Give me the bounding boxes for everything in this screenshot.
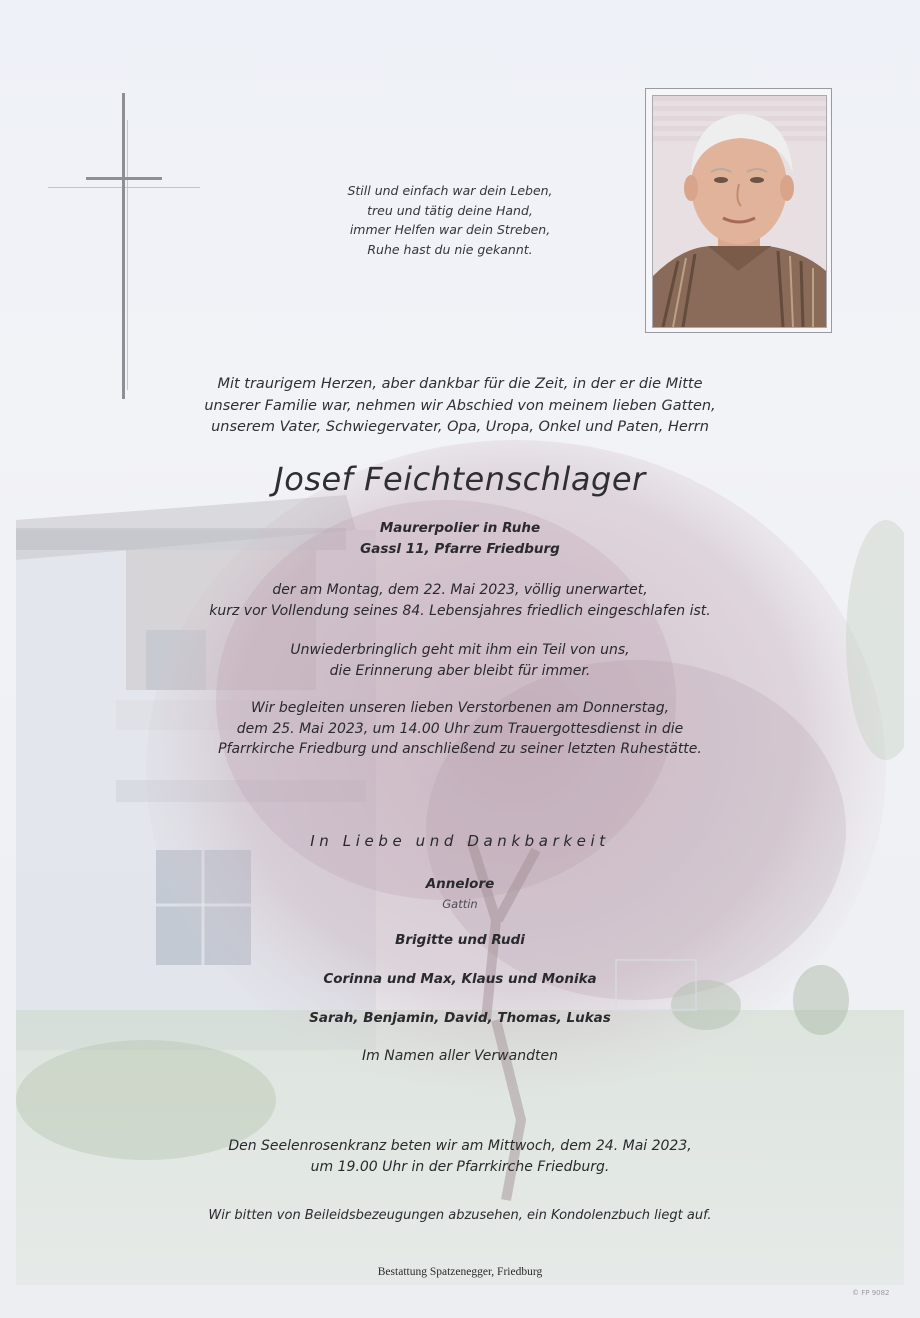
cross-icon-shadow [127,120,128,390]
intro-line: unserer Familie war, nehmen wir Abschied von meinem lieben Gatten, [204,397,716,414]
death-line: der am Montag, dem 22. Mai 2023, völlig unerwartet, [272,582,648,598]
memorial-verse [300,181,600,259]
cross-icon [122,93,125,399]
loss-line: die Erinnerung aber bleibt für immer. [329,662,591,679]
mourner-group: Corinna und Max, Klaus und Monika [323,971,597,987]
verse-line: Still und einfach war dein Leben, [347,183,553,198]
verse-line: immer Helfen war dein Streben, [349,222,551,237]
funeral-line: Wir begleiten unseren lieben Verstorbenen am Donnerstag, [250,700,670,716]
intro-line: Mit traurigem Herzen, aber dankbar für die Zeit, in der er die Mitte [217,376,703,392]
intro-line: unserem Vater, Schwiegervater, Opa, Uropa, Onkel und Paten, Herrn [211,419,709,435]
template-code: © FP 9082 [852,1289,890,1297]
deceased-occupation: Maurerpolier in Ruhe [379,520,541,536]
rosary-line: um 19.00 Uhr in der Pfarrkirche Friedburg. [310,1158,610,1175]
funeral-line: dem 25. Mai 2023, um 14.00 Uhr zum Trauergottesdienst in die [236,720,684,737]
verse-line: Ruhe hast du nie gekannt. [367,241,533,257]
portrait-frame [645,88,832,333]
loss-line: Unwiederbringlich geht mit ihm ein Teil von uns, [290,642,630,658]
rosary-info [0,1136,920,1177]
love-heading: In Liebe und Dankbarkeit [310,832,610,850]
death-notice [0,580,920,621]
mourner-spouse-relation: Gattin [442,897,478,911]
mourner-group: Sarah, Benjamin, David, Thomas, Lukas [309,1010,611,1026]
condolence-note: Wir bitten von Beileidsbezeugungen abzusehen, ein Kondolenzbuch liegt auf. [208,1208,712,1223]
mourner-group: Brigitte und Rudi [395,932,525,948]
on-behalf-text: Im Namen aller Verwandten [362,1048,558,1064]
deceased-name: Josef Feichtenschlager [274,460,646,498]
verse-line: treu und tätig deine Hand, [367,202,533,218]
loss-text [0,640,920,681]
deceased-details [0,518,920,560]
portrait-image [653,96,826,327]
funeral-info [0,698,920,760]
intro-text [0,374,920,439]
mourner-spouse: Annelore [425,876,495,892]
deceased-address: Gassl 11, Pfarre Friedburg [360,541,560,557]
rosary-line: Den Seelenrosenkranz beten wir am Mittwoch, dem 24. Mai 2023, [228,1138,692,1154]
cross-icon-bar [86,177,162,180]
portrait-photo [652,95,827,328]
funeral-line: Pfarrkirche Friedburg und anschließend zu seiner letzten Ruhestätte. [218,741,702,757]
undertaker-name: Bestattung Spatzenegger, Friedburg [377,1266,543,1278]
death-line: kurz vor Vollendung seines 84. Lebensjahres friedlich eingeschlafen ist. [209,602,711,619]
